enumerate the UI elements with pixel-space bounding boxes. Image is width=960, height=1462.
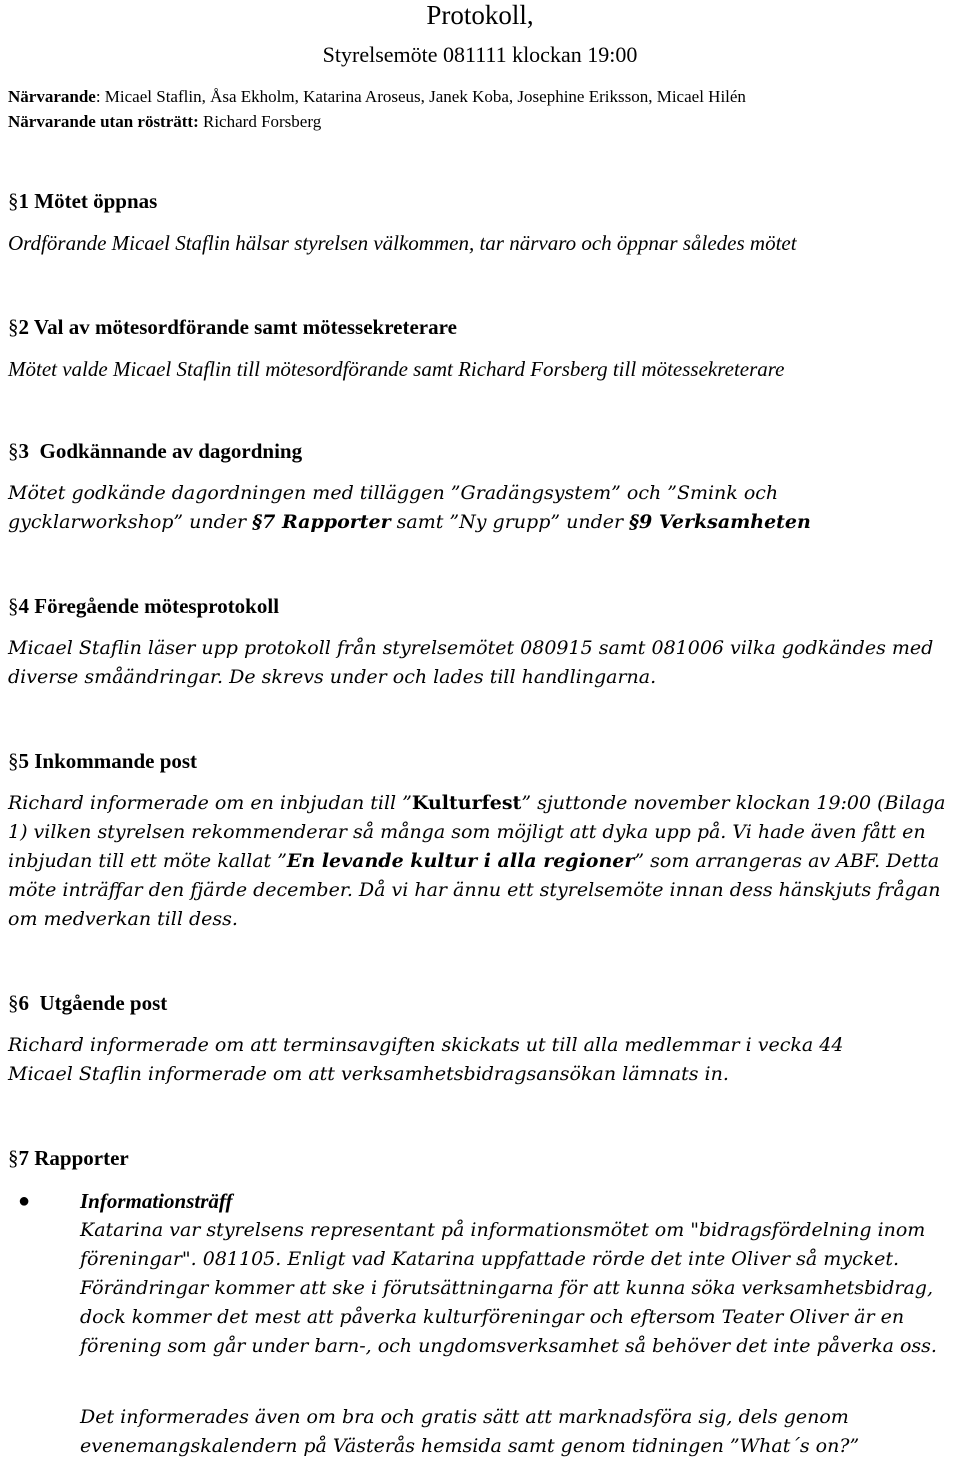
attendance-present — [8, 86, 746, 108]
section-2-heading: §2 Val av mötesordförande samt mötessekreterare — [8, 315, 457, 339]
section-3-text: Mötet godkände dagordningen med tilläggen ”Gradängsystem” och ”Smink och gycklarworkshop” under §7 Rapporter samt ”Ny grupp” under §9 Verksamheten — [8, 482, 811, 533]
bullet-icon: ● — [18, 1190, 31, 1212]
section-4-heading: §4 Föregående mötesprotokoll — [8, 594, 280, 618]
section-1-text: Ordförande Micael Staflin hälsar styrelsen välkommen, tar närvaro och öppnar således mötet — [8, 231, 797, 255]
section-2-text: Mötet valde Micael Staflin till mötesordförande samt Richard Forsberg till mötessekreterare — [8, 357, 785, 381]
section-6-line-2: Micael Staflin informerade om att verksamhetsbidragsansökan lämnats in. — [8, 1063, 729, 1085]
section-5-heading: §5 Inkommande post — [8, 749, 198, 773]
section-4-text: Micael Staflin läser upp protokoll från styrelsemötet 080915 samt 081006 vilka godkändes med diverse småändringar. De skrevs under och lades till handlingarna. — [8, 637, 934, 688]
bullet-text-2: Det informerades även om bra och gratis sätt att marknadsföra sig, dels genom evenemangskalendern på Västerås hemsida samt genom tidningen ”What´s on?” — [80, 1406, 860, 1457]
nonvoting-label: Närvarande utan rösträtt: — [8, 112, 199, 131]
reference-rapporter: §7 Rapporter — [252, 511, 391, 533]
event-levande-kultur: En levande kultur i alla regioner — [286, 850, 635, 872]
attendance-nonvoting — [8, 111, 321, 133]
section-6-heading: §6 Utgående post — [8, 991, 168, 1015]
section-7-heading: §7 Rapporter — [8, 1146, 129, 1170]
nonvoting-names: Richard Forsberg — [198, 112, 322, 131]
bullet-title: Informationsträff — [80, 1189, 233, 1213]
present-names: : Micael Staflin, Åsa Ekholm, Katarina Aroseus, Janek Koba, Josephine Eriksson, Micael Hilén — [95, 87, 746, 106]
section-symbol: § — [8, 189, 19, 213]
reference-verksamheten: §9 Verksamheten — [629, 511, 811, 533]
present-label: Närvarande — [8, 87, 96, 106]
document-title: Protokoll, — [426, 0, 534, 30]
event-kulturfest: Kulturfest — [411, 792, 522, 814]
section-1-heading: §1 Mötet öppnas — [8, 189, 158, 213]
document-subtitle: Styrelsemöte 081111 klockan 19:00 — [322, 42, 638, 67]
section-3-heading: §3 Godkännande av dagordning — [8, 439, 303, 463]
bullet-text: Katarina var styrelsens representant på informationsmötet om "bidragsfördelning inom föreningar". 081105. Enligt vad Katarina uppfattade rörde det inte Oliver så mycket. Förändringar kommer att ske i förutsättningarna för att kunna söka verksamhetsbidrag, dock kommer det mest att påverka kulturföreningar och eftersom Teater Oliver är en förening som går under barn-, och ungdomsverksamhet så behöver det inte påverka oss. — [80, 1219, 937, 1357]
section-5-text: Richard informerade om en inbjudan till ”Kulturfest” sjuttonde november klockan 19:00 (Bilaga 1) vilken styrelsen rekommenderar så många som möjligt att dyka upp på. Vi hade även fått en inbjudan till ett möte kallat ”En levande kultur i alla regioner” som arrangeras av ABF. Detta möte inträffar den fjärde december. Då vi har ännu ett styrelsemöte innan dess hänskjuts frågan om medverkan till dess. — [8, 792, 946, 930]
section-6-line-1: Richard informerade om att terminsavgiften skickats ut till alla medlemmar i vecka 44 — [8, 1034, 844, 1056]
